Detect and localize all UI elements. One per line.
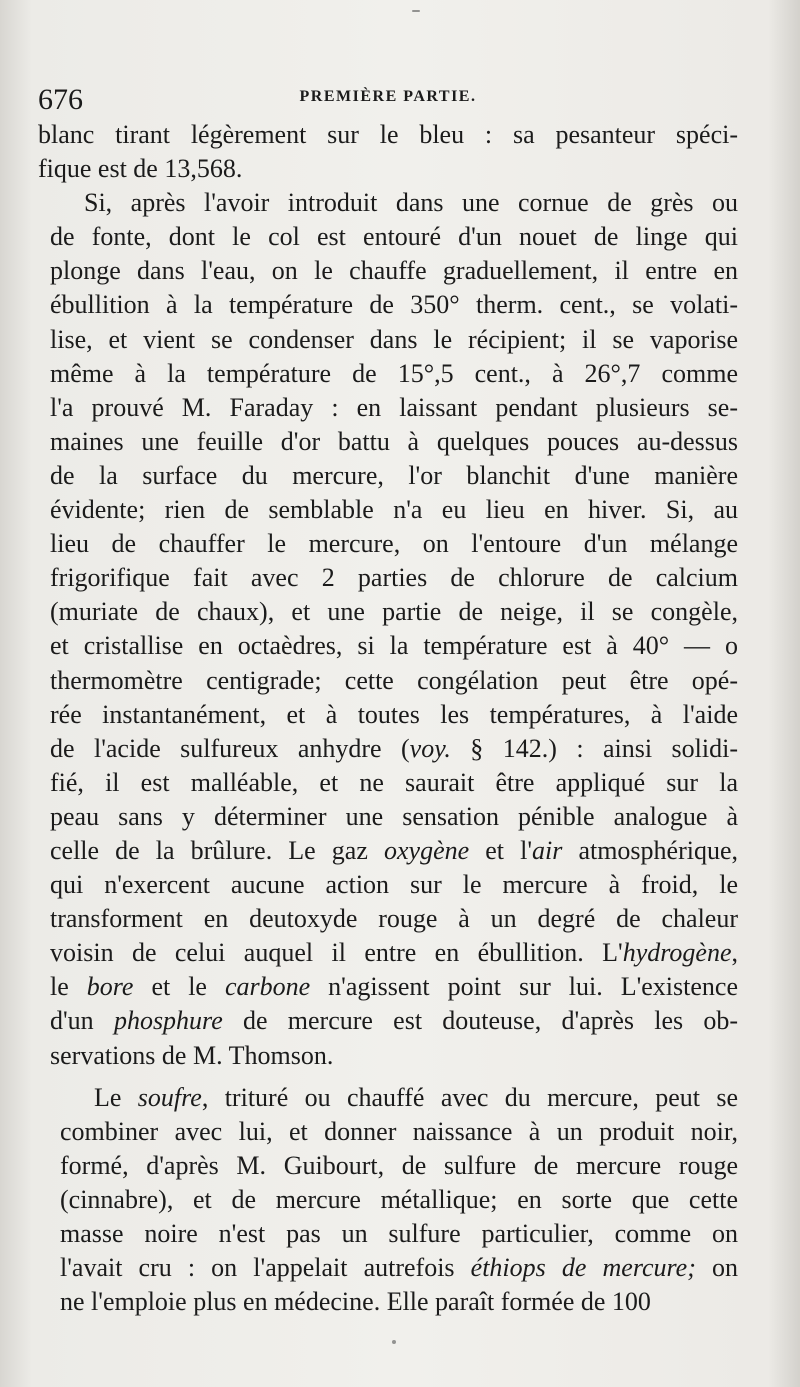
text-line xyxy=(38,323,738,357)
text-line xyxy=(38,288,738,322)
text-run: on xyxy=(695,1253,738,1283)
text-line xyxy=(38,1081,738,1115)
text-run: voisin de celui auquel il entre en ébullition. L' xyxy=(50,938,623,968)
text-run: fique est de 13,568. xyxy=(38,154,243,184)
text-line xyxy=(38,357,738,391)
ink-speck xyxy=(412,10,420,12)
text-line xyxy=(38,970,738,1004)
text-line xyxy=(38,118,738,152)
italic-run: voy. xyxy=(409,733,451,763)
text-line xyxy=(38,732,738,766)
text-line xyxy=(38,1149,738,1183)
text-line xyxy=(38,800,738,834)
text-line xyxy=(38,561,738,595)
text-run: celle de la brûlure. Le gaz xyxy=(50,835,384,865)
text-run: et le xyxy=(133,972,225,1002)
text-line xyxy=(38,1183,738,1217)
text-line xyxy=(38,629,738,663)
italic-run: bore xyxy=(86,972,134,1002)
text-run: de la surface du mercure, l'or blanchit d'une manière xyxy=(50,460,738,490)
text-line xyxy=(38,493,738,527)
text-run: plonge dans l'eau, on le chauffe graduellement, il entre en xyxy=(50,256,738,286)
text-line xyxy=(38,527,738,561)
italic-run: air xyxy=(532,835,563,865)
text-run: atmosphérique, xyxy=(562,835,739,865)
text-run: servations de M. Thomson. xyxy=(50,1040,334,1070)
text-run: lieu de chauffer le mercure, on l'entoure d'un mélange xyxy=(50,529,738,559)
text-line xyxy=(38,1217,738,1251)
text-run: de fonte, dont le col est entouré d'un nouet de linge qui xyxy=(50,222,738,252)
text-run: lise, et vient se condenser dans le récipient; il se vaporise xyxy=(50,324,738,354)
text-run: rée instantanément, et à toutes les températures, à l'aide xyxy=(50,699,738,729)
text-run: , xyxy=(731,938,738,968)
text-run: fié, il est malléable, et ne saurait être appliqué sur la xyxy=(50,767,738,797)
text-run: l'a prouvé M. Faraday : en laissant pendant plusieurs se- xyxy=(50,392,738,422)
text-run: frigorifique fait avec 2 parties de chlorure de calcium xyxy=(50,563,738,593)
text-line xyxy=(38,186,738,220)
text-line xyxy=(38,1004,738,1038)
text-line xyxy=(38,459,738,493)
text-line xyxy=(38,834,738,868)
text-run: qui n'exercent aucune action sur le mercure à froid, le xyxy=(50,870,738,900)
text-run: blanc tirant légèrement sur le bleu : sa pesanteur spéci- xyxy=(38,120,738,149)
page-header xyxy=(38,82,738,118)
text-run: combiner avec lui, et donner naissance à un produit noir, xyxy=(60,1116,738,1146)
text-run: (muriate de chaux), et une partie de neige, il se congèle, xyxy=(50,597,738,627)
text-line xyxy=(38,936,738,970)
text-run: évidente; rien de semblable n'a eu lieu en hiver. Si, au xyxy=(50,495,738,525)
text-run: de l'acide sulfureux anhydre ( xyxy=(50,733,410,763)
text-run: , trituré ou chauffé avec du mercure, peut se xyxy=(201,1082,738,1112)
ink-speck xyxy=(392,1340,396,1344)
text-run: (cinnabre), et de mercure métallique; en sorte que cette xyxy=(60,1184,738,1214)
text-run: n'agissent point sur lui. L'existence xyxy=(310,972,738,1002)
text-run: ne l'emploie plus en médecine. Elle paraît formée de 100 xyxy=(60,1287,651,1317)
text-run: l'avait cru : on l'appelait autrefois xyxy=(60,1253,471,1283)
text-run: Si, après l'avoir introduit dans une cornue de grès ou xyxy=(84,188,738,218)
text-line xyxy=(38,220,738,254)
text-run: le xyxy=(50,972,87,1002)
text-line xyxy=(38,152,738,186)
text-line xyxy=(38,425,738,459)
italic-run: éthiops de mercure; xyxy=(470,1253,696,1283)
text-line xyxy=(38,254,738,288)
running-head: PREMIÈRE PARTIE. xyxy=(299,88,477,105)
text-line xyxy=(38,391,738,425)
paragraph-gap xyxy=(38,1073,738,1081)
text-run: Le xyxy=(94,1082,138,1112)
text-line xyxy=(38,698,738,732)
italic-run: phosphure xyxy=(113,1006,223,1036)
text-run: transforment en deutoxyde rouge à un degré de chaleur xyxy=(50,904,738,934)
text-line xyxy=(38,595,738,629)
page-number: 676 xyxy=(38,83,83,116)
italic-run: soufre xyxy=(137,1082,202,1112)
text-run: ébullition à la température de 350° therm. cent., se volati- xyxy=(50,290,738,320)
text-line xyxy=(38,1251,738,1285)
text-run: § 142.) : ainsi solidi- xyxy=(450,733,738,763)
text-line xyxy=(38,1285,738,1319)
text-run: d'un xyxy=(50,1006,114,1036)
text-run: même à la température de 15°,5 cent., à 26°,7 comme xyxy=(50,358,738,388)
text-run: thermomètre centigrade; cette congélation peut être opé- xyxy=(50,665,738,695)
text-line xyxy=(38,1039,738,1073)
text-line xyxy=(38,766,738,800)
text-run: formé, d'après M. Guibourt, de sulfure de mercure rouge xyxy=(60,1150,738,1180)
text-run: maines une feuille d'or battu à quelques pouces au-dessus xyxy=(50,426,738,456)
text-line xyxy=(38,1115,738,1149)
text-line xyxy=(38,868,738,902)
text-line xyxy=(38,664,738,698)
body-text xyxy=(38,118,738,1319)
italic-run: hydrogène xyxy=(622,938,732,968)
text-line xyxy=(38,902,738,936)
text-run: peau sans y déterminer une sensation pénible analogue à xyxy=(50,801,738,831)
text-run: et l' xyxy=(469,835,533,865)
text-run: masse noire n'est pas un sulfure particulier, comme on xyxy=(60,1219,738,1248)
text-run: et cristallise en octaèdres, si la température est à 40° — o xyxy=(50,631,738,661)
italic-run: oxygène xyxy=(383,835,470,865)
italic-run: carbone xyxy=(224,972,311,1002)
text-run: de mercure est douteuse, d'après les ob- xyxy=(222,1006,739,1036)
